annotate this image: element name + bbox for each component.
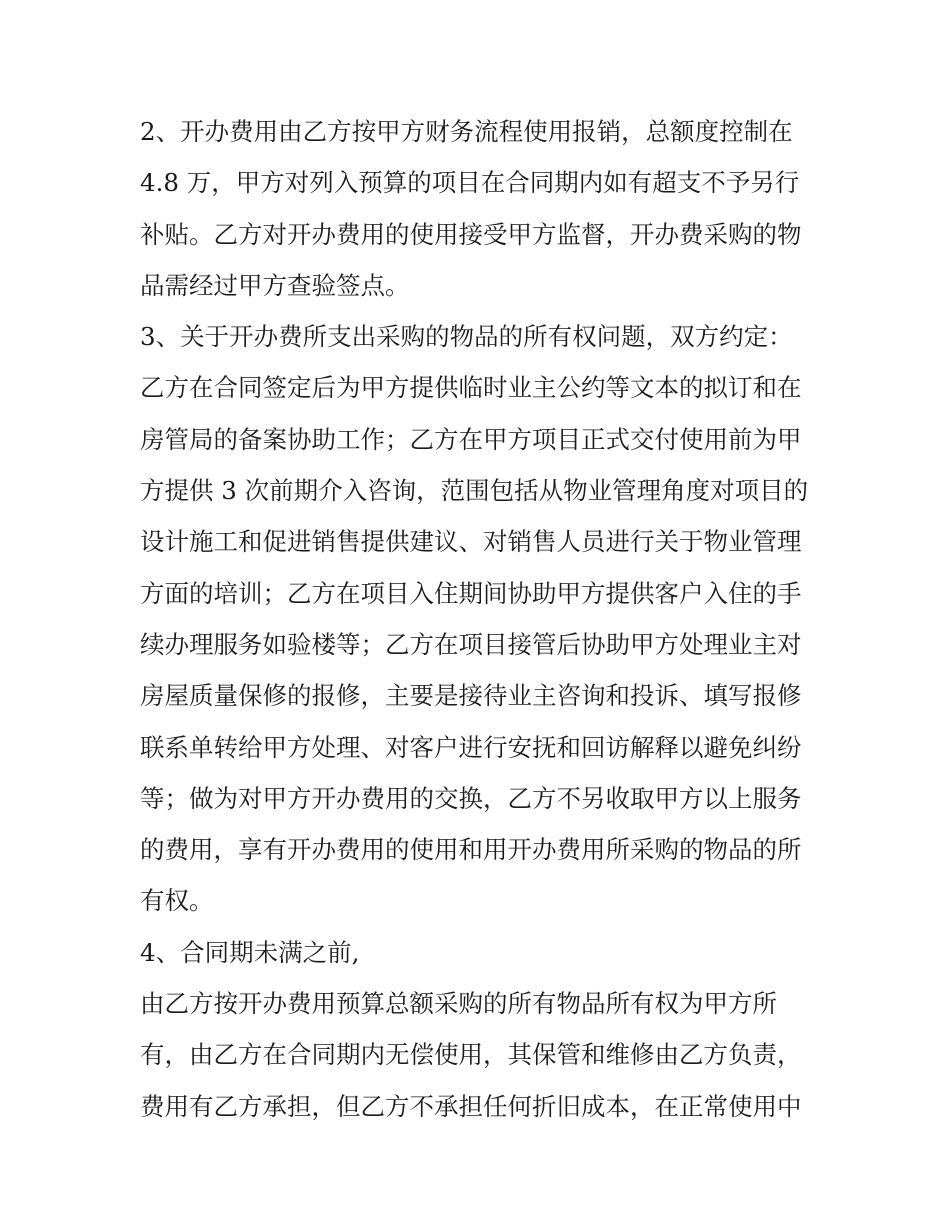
- text-line: 方提供 3 次前期介入咨询，范围包括从物业管理角度对项目的: [140, 476, 809, 506]
- text-line: 由乙方按开办费用预算总额采购的所有物品所有权为甲方所: [140, 989, 777, 1019]
- text-line: 乙方在合同签定后为甲方提供临时业主公约等文本的拟订和在: [140, 373, 802, 403]
- text-line: 4、合同期未满之前,: [140, 937, 360, 967]
- text-line: 续办理服务如验楼等；乙方在项目接管后协助甲方处理业主对: [140, 629, 802, 659]
- text-line: 2、开办费用由乙方按甲方财务流程使用报销，总额度控制在: [140, 117, 793, 146]
- text-line: 的费用，享有开办费用的使用和用开办费用所采购的物品的所: [140, 835, 802, 865]
- text-line: 4.8 万，甲方对列入预算的项目在合同期内如有超支不予另行: [140, 168, 800, 198]
- text-line: 有权。: [140, 886, 214, 916]
- text-line: 有，由乙方在合同期内无偿使用，其保管和维修由乙方负责，: [140, 1040, 802, 1070]
- text-line: 3、关于开办费所支出采购的物品的所有权问题，双方约定：: [140, 322, 793, 352]
- text-line: 补贴。乙方对开办费用的使用接受甲方监督，开办费采购的物: [140, 219, 802, 249]
- text-line: 方面的培训；乙方在项目入住期间协助甲方提供客户入住的手: [140, 578, 802, 608]
- text-line: 品需经过甲方查验签点。: [140, 270, 410, 300]
- text-line: 等；做为对甲方开办费用的交换，乙方不另收取甲方以上服务: [140, 783, 802, 813]
- text-line: 联系单转给甲方处理、对客户进行安抚和回访解释以避免纠纷: [140, 732, 802, 762]
- text-line: 房管局的备案协助工作；乙方在甲方项目正式交付使用前为甲: [140, 424, 802, 454]
- document-body: [140, 106, 820, 1132]
- text-line: 费用有乙方承担，但乙方不承担任何折旧成本，在正常使用中: [140, 1091, 802, 1121]
- text-line: 设计施工和促进销售提供建议、对销售人员进行关于物业管理: [140, 527, 802, 557]
- text-line: 房屋质量保修的报修，主要是接待业主咨询和投诉、填写报修: [140, 681, 802, 711]
